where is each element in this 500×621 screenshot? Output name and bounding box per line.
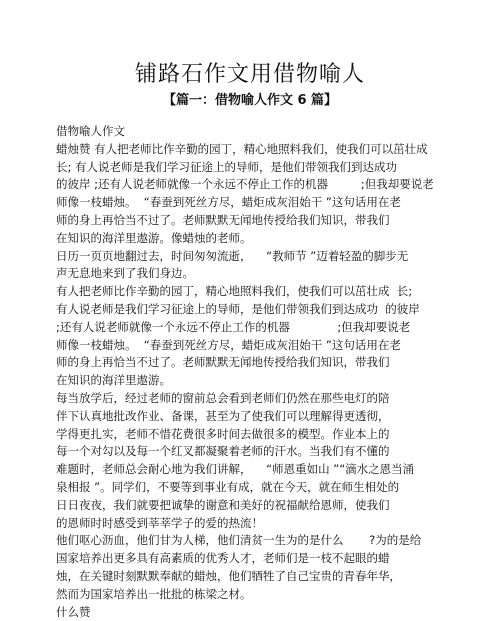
body-text-line: 借物喻人作文 xyxy=(56,124,125,138)
body-text-line: 声无息地来到了我们身边。 xyxy=(56,266,194,281)
body-text-line: 学得更扎实，老师不惜花费很多时间去做很多的模型。作业本上的 xyxy=(56,426,390,441)
body-text-line: 师像一枝蜡烛。 “春蚕到死丝方尽，蜡炬成灰泪始干 ”这句话用在老 xyxy=(56,195,401,210)
body-text-line: 的彼岸 ;还有人说老师就像一个永远不停止工作的机器 ;但我却要说老 xyxy=(56,177,434,192)
body-text-line: 长; 有人说老师是我们学习征途上的导师，是他们带领我们到达成功 xyxy=(56,159,398,174)
body-text-line: 国家培养出更多具有高素质的优秀人才，老师们是一枝不起眼的蜡 xyxy=(56,551,390,566)
body-text-line: 在知识的海洋里遨游。像蜡烛的老师。 xyxy=(56,230,252,245)
document-body xyxy=(56,123,480,621)
body-text-line: 日历一页页地翻过去，时间匆匆流逝， “教师节 ”迈着轻盈的脚步无 xyxy=(56,248,409,263)
body-text-line: 师像一枝蜡烛。 “春蚕到死丝方尽，蜡炬成灰泪始干 ”这句话用在老 xyxy=(56,337,401,352)
body-text-line: 每一个对勾以及每一个红叉都凝聚着老师的汗水。当我们有不懂的 xyxy=(56,444,390,459)
body-text-line: 在知识的海洋里遨游。 xyxy=(56,373,171,388)
body-text-line: 什么赞 xyxy=(56,604,91,619)
body-text-line: 有人说老师是我们学习征途上的导师，是他们带领我们到达成功 的彼岸 xyxy=(56,301,420,316)
body-text-line: 泉相报 ”。同学们，不要等到事业有成，就在今天，就在师生相处的 xyxy=(56,479,400,494)
section-heading: 【篇一：借物喻人作文 6 篇】 xyxy=(162,93,338,108)
body-text-line: 难题时，老师总会耐心地为我们讲解， “师恩重如山 ”“滴水之恩当涌 xyxy=(56,462,415,477)
body-text-line: 日日夜夜，我们就要把诚挚的谢意和美好的祝福献给恩师，使我们 xyxy=(56,497,390,512)
document-title: 铺路石作文用借物喻人 xyxy=(134,62,365,87)
body-text-line: 师的身上再恰当不过了。老师默默无闻地传授给我们知识，带我们 xyxy=(56,355,390,370)
body-text-line: 烛，在关键时刻默默奉献的蜡烛，他们牺牲了自己宝贵的青春年华， xyxy=(56,568,401,583)
body-text-line: ;还有人说老师就像一个永远不停止工作的机器 ;但我却要说老 xyxy=(56,319,411,334)
body-text-line: 的恩师时时感受到莘莘学子的爱的热流！ xyxy=(56,515,263,530)
body-text-line: 师的身上再恰当不过了。老师默默无闻地传授给我们知识，带我们 xyxy=(56,212,390,227)
body-text-line: 蜡烛赞 有人把老师比作辛勤的园丁，精心地照料我们，使我们可以茁壮成 xyxy=(56,141,428,156)
body-text-line: 每当放学后，经过老师的窗前总会看到老师们仍然在那些电灯的陪 xyxy=(56,390,390,405)
body-text-line: 有人把老师比作辛勤的园丁，精心地照料我们，使我们可以茁壮成 长; xyxy=(56,284,413,299)
body-text-line: 伴下认真地批改作业、备课，甚至为了使我们可以理解得更透彻， xyxy=(56,408,390,423)
body-text-line: 他们呕心沥血，他们甘为人梯，他们清贫一生为的是什么 ?为的是给 xyxy=(56,533,422,548)
body-text-line: 然而为国家培养出一批批的栋梁之材。 xyxy=(56,586,252,601)
